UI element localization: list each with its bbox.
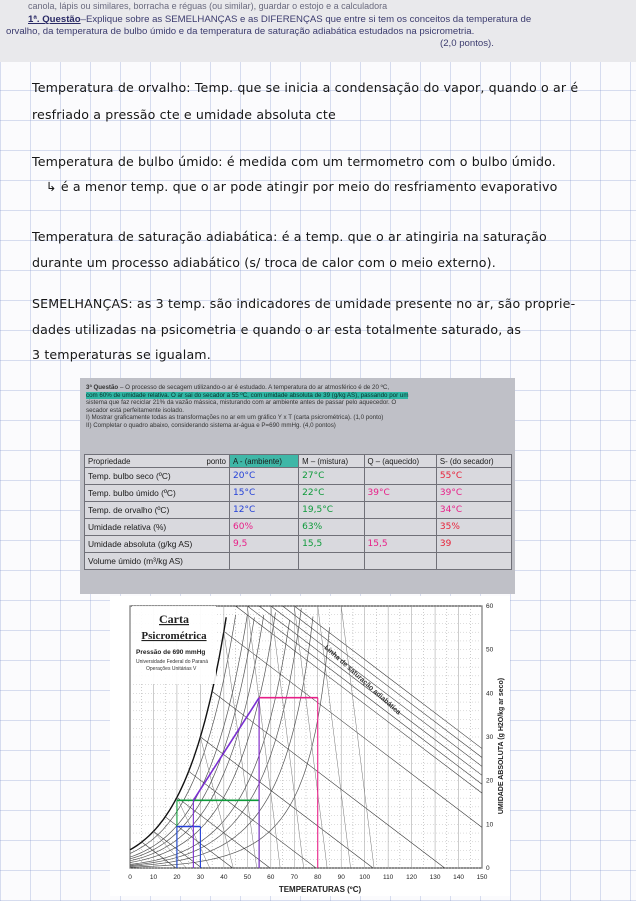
cell-q	[364, 502, 436, 519]
x-tick-label: 70	[290, 874, 298, 881]
saturation-line-label: Linha de saturação adiabática	[322, 644, 402, 717]
table-row	[85, 519, 512, 536]
y-tick-label: 50	[486, 646, 494, 654]
x-tick-label: 130	[429, 874, 441, 881]
cell-q	[364, 468, 436, 485]
x-tick-label: 30	[196, 874, 205, 881]
x-tick-label: 100	[359, 874, 371, 881]
answer-line: ↳ é a menor temp. que o ar pode atingir por meio do resfriamento evaporativo	[46, 179, 558, 194]
question-1-line	[28, 14, 531, 25]
cell-a: 12°C	[230, 502, 299, 519]
table-row	[85, 485, 512, 502]
cell-a: 60%	[230, 519, 299, 536]
header-property-label: Propriedade	[88, 456, 131, 466]
adiabatic-line	[189, 771, 316, 868]
answer-line: Temperatura de orvalho: Temp. que se inicia a condensação do vapor, quando o ar é	[32, 80, 579, 95]
adiabatic-line	[283, 606, 482, 757]
cell-s: 39	[436, 536, 511, 553]
answer-line: SEMELHANÇAS: as 3 temp. são indicadores de umidade presente no ar, são proprie-	[32, 296, 576, 311]
table-row	[85, 553, 512, 570]
x-tick-label: 10	[149, 874, 158, 881]
answer-line: durante um processo adiabático (s/ troca de calor com o meio externo).	[32, 255, 496, 270]
adiabatic-line	[142, 842, 176, 868]
x-tick-label: 90	[337, 874, 345, 881]
table-header-col-a: A - (ambiente)	[230, 455, 299, 468]
row-label: Umidade absoluta (g/kg AS)	[85, 536, 230, 553]
table-row	[85, 468, 512, 485]
question-1-text-2: orvalho, da temperatura de bulbo úmido e da temperatura de saturação adiabática estudados na psicrometria.	[6, 26, 475, 37]
cell-m	[299, 553, 364, 570]
answer-line: Temperatura de saturação adiabática: é a temp. que o ar atingiria na saturação	[32, 229, 547, 244]
question-3-text-c: sistema que faz reciclar 21% da vazão mássica, misturando com ar ambiente antes de passar pelo aquecedor. O	[86, 399, 397, 407]
question-3-text-d: secador está perfeitamente isolado.	[86, 406, 185, 414]
cell-a: 9,5	[230, 536, 299, 553]
question-3-item-ii: II) Completar o quadro abaixo, considerando sistema ar-água e P=690 mmHg. (4,0 pontos)	[86, 421, 336, 429]
answer-line: Temperatura de bulbo úmido: é medida com um termometro com o bulbo úmido.	[32, 154, 556, 169]
chart-title-1: Carta	[159, 612, 189, 626]
psychrometric-chart-svg	[110, 596, 510, 896]
cell-q: 39°C	[364, 485, 436, 502]
cell-m: 15,5	[299, 536, 364, 553]
x-tick-label: 150	[476, 874, 488, 881]
cell-m: 27°C	[299, 468, 364, 485]
question-1-label: 1ª. Questão	[28, 14, 81, 25]
table-header-col-q: Q – (aquecido)	[364, 455, 436, 468]
x-axis-label: TEMPERATURAS (ºC)	[278, 885, 362, 894]
cell-q	[364, 553, 436, 570]
chart-title-2: Psicrométrica	[141, 630, 207, 642]
cell-q: 15,5	[364, 536, 436, 553]
y-tick-label: 0	[486, 865, 490, 872]
x-tick-label: 20	[173, 874, 181, 881]
x-tick-label: 120	[406, 874, 418, 881]
cell-s: 34°C	[436, 502, 511, 519]
y-tick-label: 10	[486, 821, 494, 829]
adiabatic-line	[236, 606, 482, 793]
cell-s: 35%	[436, 519, 511, 536]
y-tick-label: 60	[486, 603, 494, 610]
y-tick-label: 30	[486, 734, 494, 741]
question-3-label: 3ª Questão	[86, 384, 119, 391]
chart-pressure: Pressão de 690 mmHg	[136, 649, 206, 656]
table-row	[85, 502, 512, 519]
y-tick-label: 20	[486, 777, 494, 785]
cell-s	[436, 553, 511, 570]
answer-line: 3 temperaturas se igualam.	[32, 347, 211, 362]
question-3-photo	[80, 378, 515, 594]
question-3-text-b: com 60% de umidade relativa. O ar sai do secador a 55 ºC, com umidade absoluta de 39 (g/kg AS), passando por um	[86, 391, 409, 399]
chart-institution-2: Operações Unitárias V	[146, 666, 197, 672]
y-axis-label: UMIDADE ABSOLUTA (g H2O/kg ar seco)	[498, 677, 505, 815]
cell-a: 15°C	[230, 485, 299, 502]
cell-m: 19,5°C	[299, 502, 364, 519]
row-label: Temp. de orvalho (ºC)	[85, 502, 230, 519]
cell-q	[364, 519, 436, 536]
x-tick-label: 40	[220, 874, 228, 881]
y-tick-label: 40	[486, 690, 494, 698]
chart-institution-1: Universidade Federal do Paraná	[136, 659, 208, 665]
question-1-points: (2,0 pontos).	[440, 38, 494, 49]
cell-m: 63%	[299, 519, 364, 536]
x-tick-label: 140	[453, 874, 464, 881]
question-3-item-i: I) Mostrar graficamente todas as transformações no ar em um gráfico Y x T (carta psicrométrica). (1,0 ponto)	[86, 414, 384, 422]
cell-m: 22°C	[299, 485, 364, 502]
cell-s: 55°C	[436, 468, 511, 485]
question-1-text: –Explique sobre as SEMELHANÇAS e as DIFERENÇAS que entre si tem os conceitos da temperatura de	[80, 14, 532, 25]
table-row	[85, 536, 512, 553]
psychrometric-chart	[110, 596, 510, 896]
answer-line: dades utilizadas na psicometria e quando o ar esta totalmente saturado, as	[32, 322, 522, 337]
question-3-text	[86, 384, 511, 430]
answer-line: resfriado a pressão cte e umidade absoluta cte	[32, 107, 336, 122]
table-header-property	[85, 455, 230, 468]
row-label: Temp. bulbo úmido (ºC)	[85, 485, 230, 502]
x-tick-label: 110	[382, 874, 394, 881]
table-header-col-m: M – (mistura)	[299, 455, 364, 468]
x-tick-label: 0	[128, 874, 132, 881]
x-tick-label: 50	[243, 874, 251, 881]
row-label: Temp. bulbo seco (ºC)	[85, 468, 230, 485]
header-ponto-label: ponto	[206, 456, 226, 466]
table-header-col-s: S- (do secador)	[436, 455, 511, 468]
x-tick-label: 60	[267, 874, 275, 881]
header-line-0: canola, lápis ou similares, borracha e réguas (ou similar), guardar o estojo e a calculadora	[28, 1, 388, 11]
table-header-row	[85, 455, 512, 468]
cell-a: 20°C	[230, 468, 299, 485]
adiabatic-line	[200, 737, 373, 868]
row-label: Volume úmido (m³/kg AS)	[85, 553, 230, 570]
question-3-text-a: – O processo de secagem utilizando-o ar é estudado. A temperatura do ar atmosférico é de 20 ºC,	[118, 384, 390, 391]
properties-table	[84, 454, 512, 570]
printed-question-header	[0, 0, 636, 62]
x-tick-label: 80	[314, 874, 322, 881]
cell-s: 39°C	[436, 485, 511, 502]
cell-a	[230, 553, 299, 570]
row-label: Umidade relativa (%)	[85, 519, 230, 536]
